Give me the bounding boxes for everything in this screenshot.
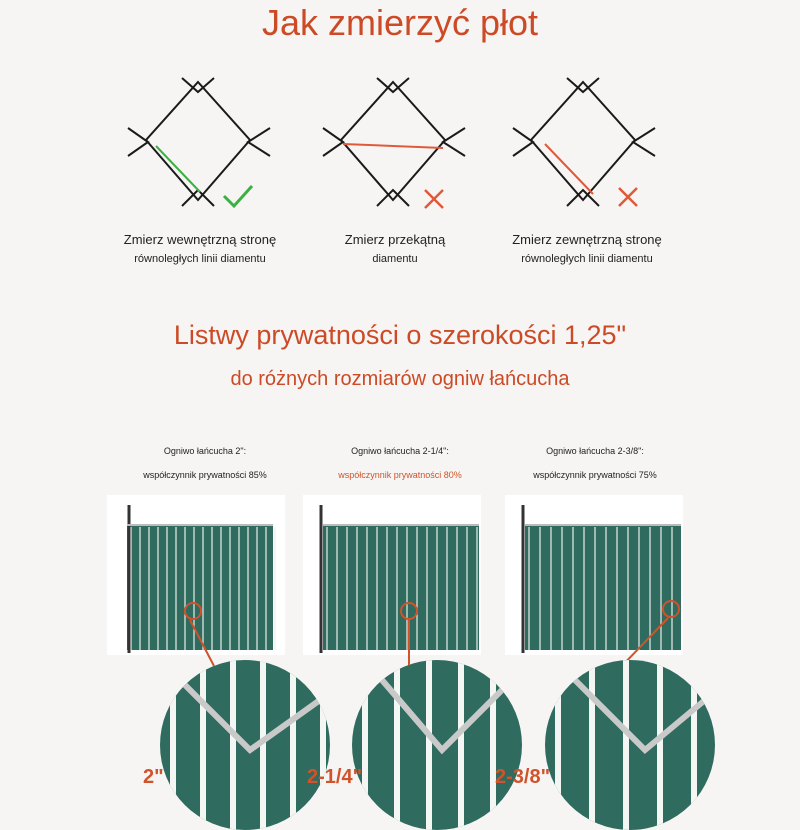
fence-panel-3: [505, 495, 683, 655]
diagram-caption-2: Zmierz przekątną diamentu: [344, 232, 446, 265]
diamond-diagram-inside: [120, 70, 300, 230]
diagram-caption-1: Zmierz wewnętrzną stronę równoległych linii diamentu: [123, 232, 277, 265]
slat-gap: [290, 660, 296, 830]
privacy-rate-3: współczynnik prywatności 75%: [533, 470, 657, 480]
diamond-diagram-outside: [505, 70, 685, 230]
slat-gap: [394, 660, 400, 830]
privacy-rate-2: współczynnik prywatności 80%: [338, 470, 462, 480]
fence-panel-2: [303, 495, 481, 655]
cross-icon: [425, 190, 443, 208]
slat-gap: [230, 660, 236, 830]
column-title-1: Ogniwo łańcucha 2":: [163, 446, 247, 456]
page-title: Jak zmierzyć płot: [261, 2, 539, 43]
slat-gap: [170, 660, 176, 830]
section-subheading: do różnych rozmiarów ogniw łańcucha: [230, 368, 570, 390]
slat-gap: [589, 660, 595, 830]
cross-icon: [619, 188, 637, 206]
diagram-caption-3: Zmierz zewnętrzną stronę równoległych linii diamentu: [512, 232, 662, 265]
slat-gap: [490, 660, 496, 830]
diamond-diagram-diagonal: [315, 70, 495, 230]
zoom-detail-2: [352, 660, 522, 830]
dimension-label-1: 2": [143, 766, 164, 788]
slat-gap: [426, 660, 432, 830]
slat-gap: [320, 660, 326, 830]
slat-gap: [362, 660, 368, 830]
zoom-detail-1: [160, 660, 330, 830]
dimension-label-3: 2-3/8": [495, 766, 551, 788]
privacy-rate-1: współczynnik prywatności 85%: [143, 470, 267, 480]
zoom-detail-3: [545, 660, 715, 830]
slat-gap: [200, 660, 206, 830]
slat-gap: [691, 660, 697, 830]
dimension-label-2: 2-1/4": [307, 766, 363, 788]
column-title-2: Ogniwo łańcucha 2-1/4":: [351, 446, 449, 456]
slat-gap: [623, 660, 629, 830]
fence-panel-1: [107, 495, 285, 655]
slat-gap: [458, 660, 464, 830]
slat-gap: [657, 660, 663, 830]
column-title-3: Ogniwo łańcucha 2-3/8":: [546, 446, 644, 456]
section-heading: Listwy prywatności o szerokości 1,25": [173, 320, 627, 350]
check-icon: [224, 186, 252, 206]
slat-gap: [555, 660, 561, 830]
